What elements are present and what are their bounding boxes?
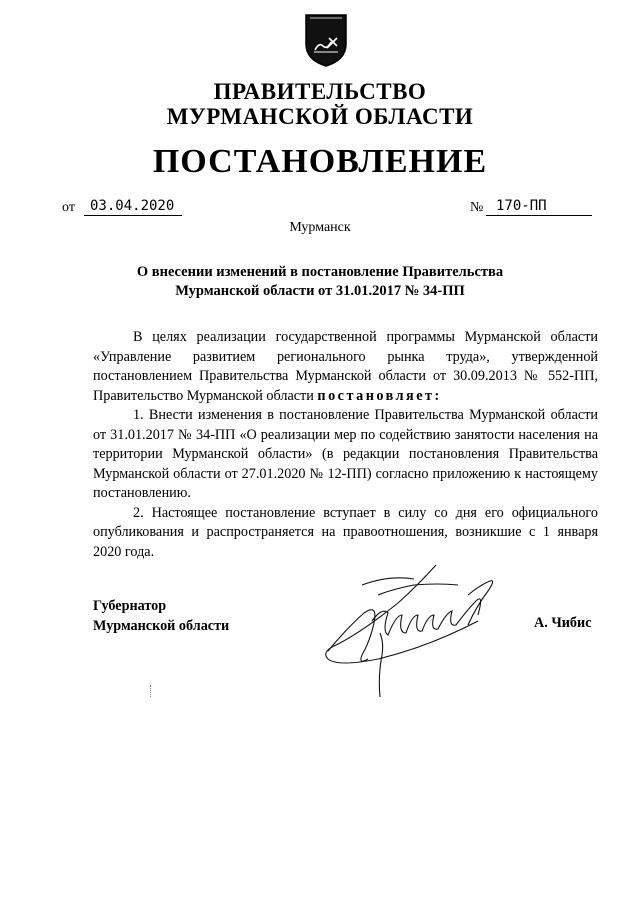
signatory-title-line1: Губернатор <box>93 598 167 614</box>
signatory-title <box>93 596 229 636</box>
signatory-title-line2: Мурманской области <box>93 618 230 634</box>
document-date: 03.04.2020 <box>84 197 182 216</box>
document-type-title: ПОСТАНОВЛЕНИЕ <box>152 143 488 180</box>
government-name-line1: ПРАВИТЕЛЬСТВО <box>213 79 427 104</box>
document-number: 170-ПП <box>486 197 592 216</box>
government-name-line2: МУРМАНСКОЙ ОБЛАСТИ <box>166 104 474 129</box>
resolves-word: постановляет: <box>317 387 442 404</box>
date-label: от <box>62 200 75 215</box>
document-body <box>93 328 598 562</box>
number-label: № <box>470 200 484 215</box>
intro-text: В целях реализации государственной программы Мурманской области «Управление развитием регионального рынка труда», утвержденной постановлением Правительства Мурманской области от 30.09.2013 № 552-ПП, Правительство Мурманской области <box>93 329 598 404</box>
subject-line1: О внесении изменений в постановление Правительства <box>136 264 504 280</box>
city-name: Мурманск <box>289 220 351 235</box>
scan-artifact <box>150 685 152 697</box>
subject-line2: Мурманской области от 31.01.2017 № 34-ПП <box>175 283 465 299</box>
signatory-name: А. Чибис <box>534 615 592 631</box>
item-2-paragraph: 2. Настоящее постановление вступает в силу со дня его официального опубликования и распространяется на правоотношения, возникшие с 1 января 2020 года. <box>93 504 598 560</box>
handwritten-signature <box>318 555 508 715</box>
intro-paragraph <box>93 328 598 406</box>
coat-of-arms-icon <box>303 12 349 68</box>
item-1-paragraph: 1. Внести изменения в постановление Правительства Мурманской области от 31.01.2017 № 34-ПП «О реализации мер по содействию занятости населения на территории Мурманской области» (в редакции постановления Правительства Мурманской области от 27.01.2020 № 12-ПП) согласно приложению к настоящему постановлению. <box>93 407 598 501</box>
